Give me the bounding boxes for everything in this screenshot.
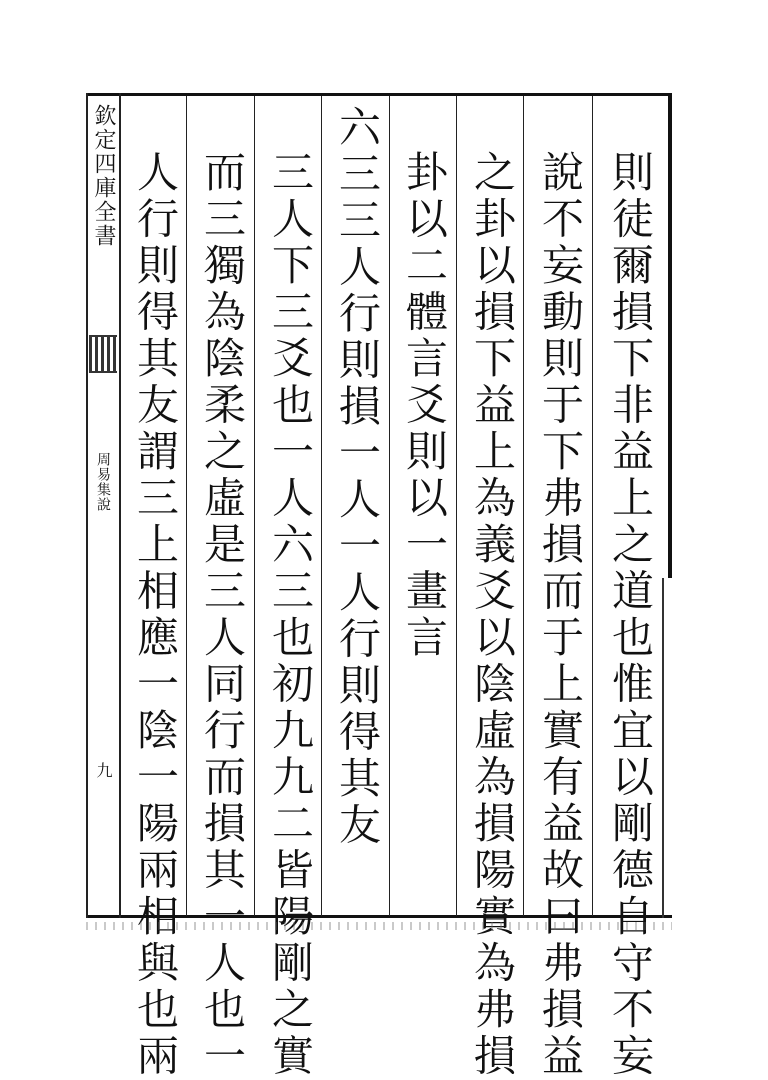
text-column-3: 之卦以損下益上為義爻以陰虛為損陽實為弗損 xyxy=(468,150,517,1080)
page-number: 九 xyxy=(94,762,113,778)
text-column-1: 則徒爾損下非益上之道也惟宜以剛德自守不妄 xyxy=(606,150,655,1080)
frame-right-border xyxy=(668,93,672,578)
bottom-scan-noise xyxy=(86,922,672,930)
column-rule xyxy=(254,96,255,916)
fishtail-mark xyxy=(89,335,117,373)
column-rule xyxy=(592,96,593,916)
column-rule xyxy=(456,96,457,916)
text-column-2: 說不妄動則于下弗損而于上實有益故曰弗損益 xyxy=(536,150,585,1080)
text-column-4: 卦以二體言爻則以一畫言 xyxy=(400,150,449,662)
frame-top-border xyxy=(86,93,672,96)
text-column-6: 三人下三爻也一人六三也初九九二皆陽剛之實 xyxy=(266,150,315,1080)
text-column-5: 六三三人行則損一人一人行則得其友 xyxy=(333,105,382,849)
frame-right-border-lower xyxy=(662,578,664,918)
text-column-7: 而三獨為陰柔之虛是三人同行而損其一人也一 xyxy=(198,150,247,1080)
column-rule xyxy=(389,96,390,916)
margin-section-title: 周易集說 xyxy=(95,452,111,512)
text-column-8: 人行則得其友謂三上相應一陰一陽兩相與也兩 xyxy=(131,150,180,1080)
margin-book-title: 欽定四庫全書 xyxy=(91,104,116,248)
